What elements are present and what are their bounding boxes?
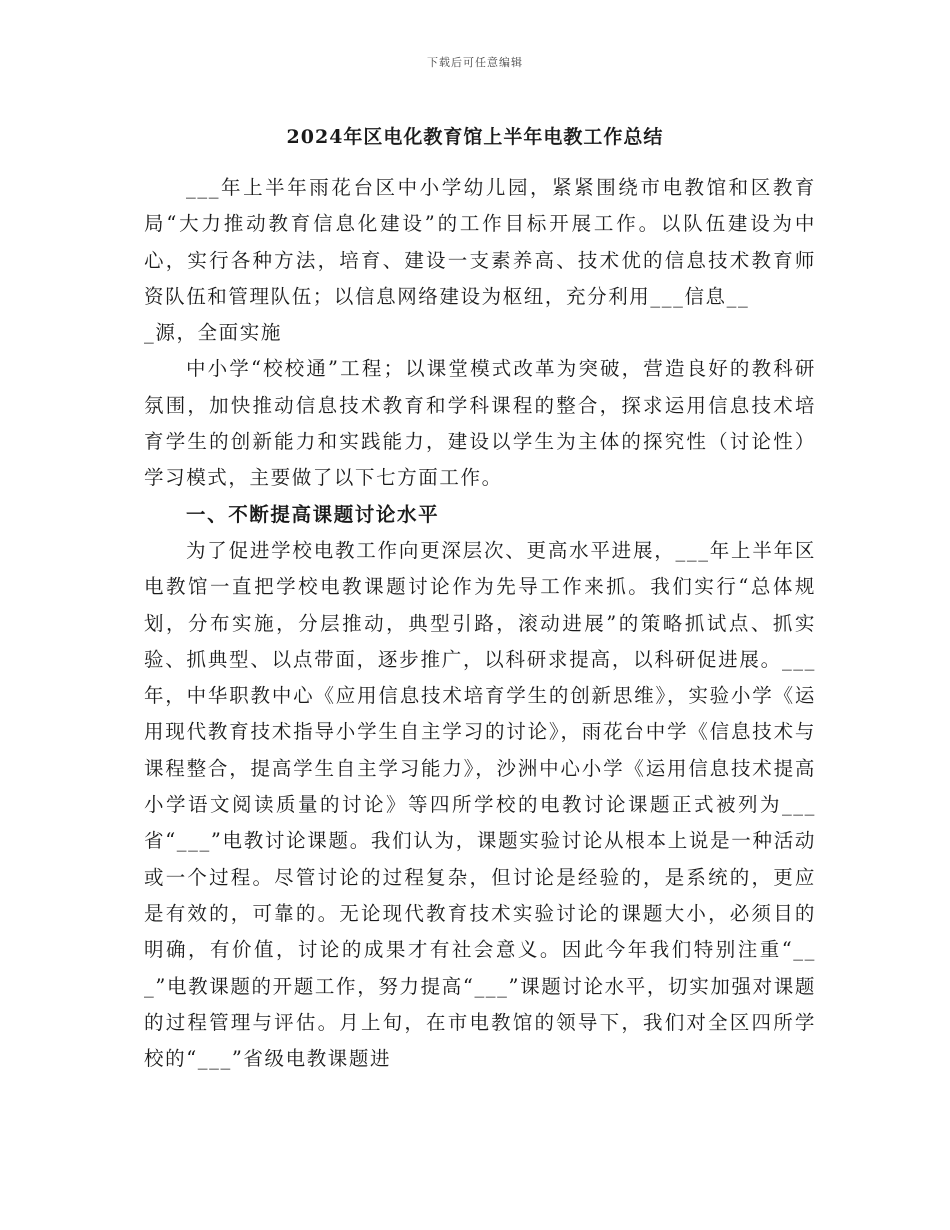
paragraph-research: 为了促进学校电教工作向更深层次、更高水平进展，___年上半年区电教馆一直把学校电教课题讨论作为先导工作来抓。我们实行“总体规划，分布实施，分层推动，典型引路，滚动进展”的策略抓试点、抓实验、抓典型、以点带面，逐步推广，以科研求提高，以科研促进展。___年，中华职教中心《应用信息技术培育学生的创新思维》，实验小学《运用现代教育技术指导小学生自主学习的讨论》，雨花台中学《信息技术与课程整合，提高学生自主学习能力》，沙洲中心小学《运用信息技术提高小学语文阅读质量的讨论》等四所学校的电教讨论课题正式被列为___省“___”电教讨论课题。我们认为，课题实验讨论从根本上说是一种活动或一个过程。尽管讨论的过程复杂，但讨论是经验的，是系统的，更应是有效的，可靠的。无论现代教育技术实验讨论的课题大小，必须目的明确，有价值，讨论的成果才有社会意义。因此今年我们特别注重“___”电教课题的开题工作，努力提高“___”课题讨论水平，切实加强对课题的过程管理与评估。月上旬，在市电教馆的领导下，我们对全区四所学校的“___”省级电教课题进 (144, 538, 816, 1071)
paragraph-intro: ___年上半年雨花台区中小学幼儿园，紧紧围绕市电教馆和区教育局“大力推动教育信息化建设”的工作目标开展工作。以队伍建设为中心，实行各种方法，培育、建设一支素养高、技术优的信息技术教育师资队伍和管理队伍；以信息网络建设为枢纽，充分利用___信息__ (144, 176, 816, 308)
paragraph-school-network: 中小学“校校通”工程；以课堂模式改革为突破，营造良好的教科研氛围，加快推动信息技术教育和学科课程的整合，探求运用信息技术培育学生的创新能力和实践能力，建设以学生为主体的探究性（讨论性）学习模式，主要做了以下七方面工作。 (144, 357, 816, 490)
paragraph-intro-continued: _源，全面实施 (144, 321, 282, 345)
section-heading-research: 一、不断提高课题讨论水平 (186, 502, 440, 526)
document-title: 2024年区电化教育馆上半年电教工作总结 (286, 126, 664, 148)
header-note: 下载后可任意编辑 (427, 56, 523, 69)
document-body (144, 170, 816, 1077)
